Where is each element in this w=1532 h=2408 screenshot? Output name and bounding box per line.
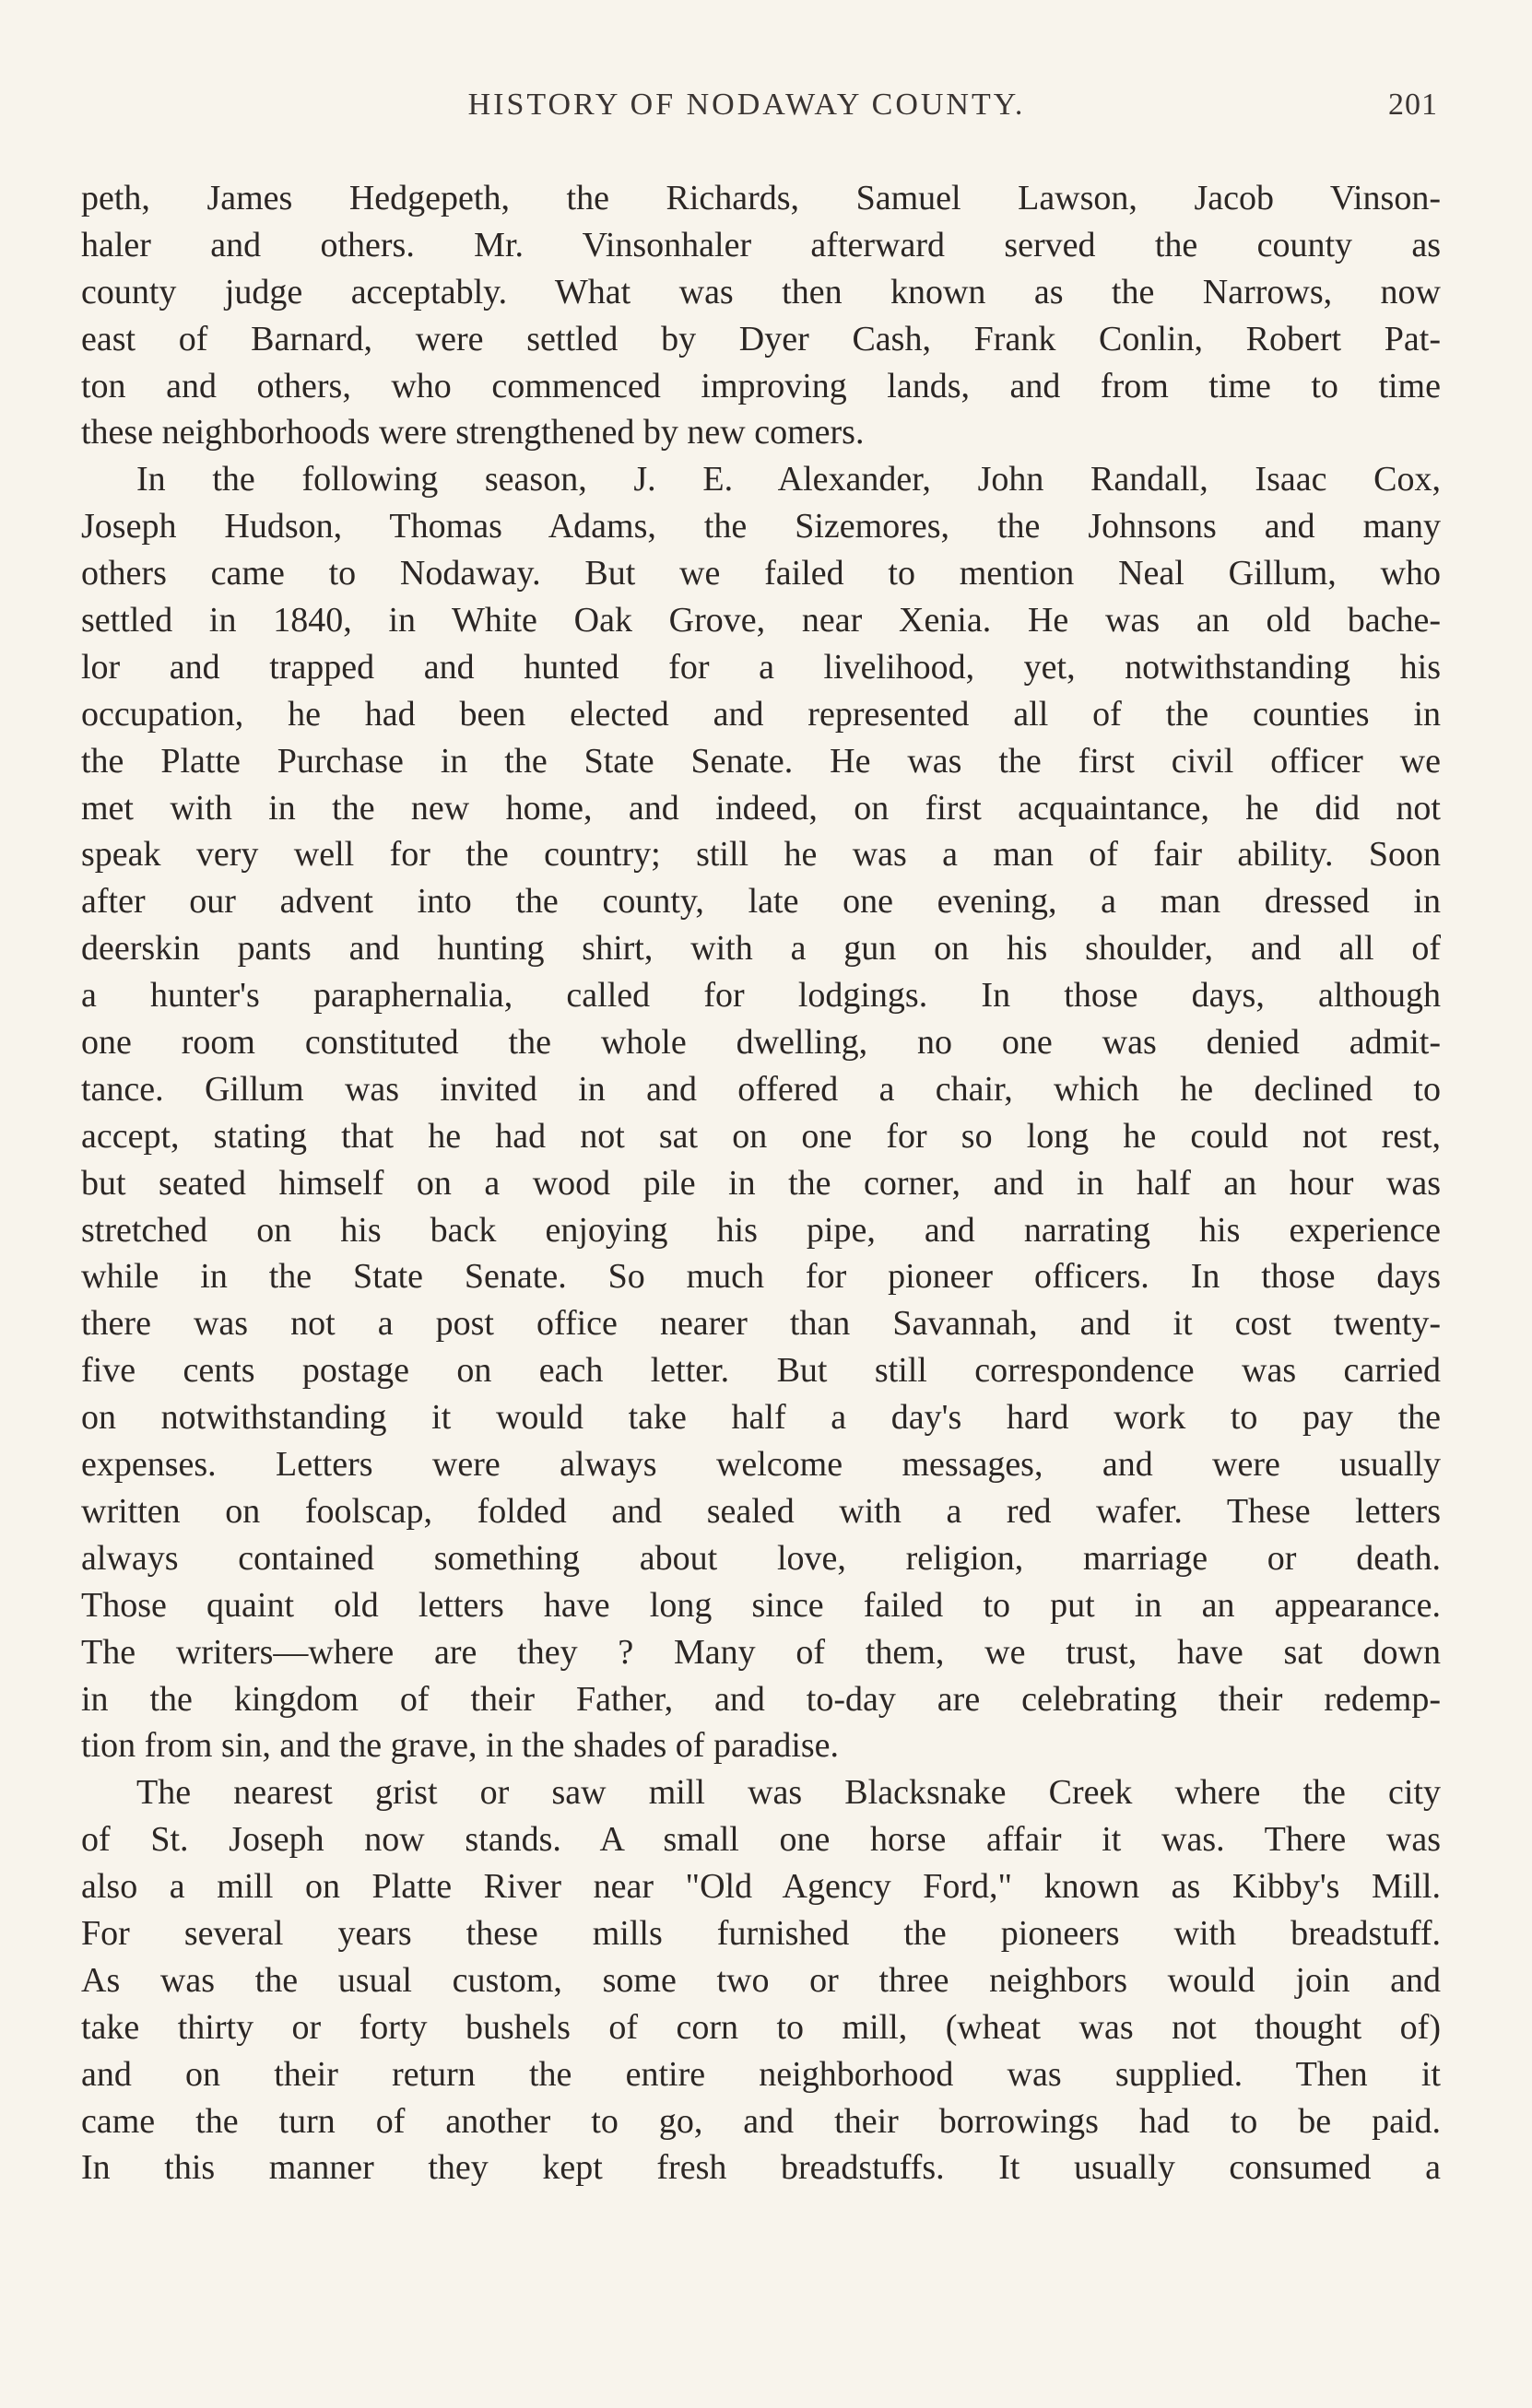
text-line: after our advent into the county, late one evening, a man dressed in: [81, 882, 1441, 922]
text-line: settled in 1840, in White Oak Grove, near Xenia. He was an old bache-: [81, 601, 1441, 640]
text-line: tance. Gillum was invited in and offered a chair, which he declined to: [81, 1069, 1441, 1109]
text-line: tion from sin, and the grave, in the shades of paradise.: [81, 1726, 840, 1766]
text-line: accept, stating that he had not sat on one for so long he could not rest,: [81, 1116, 1441, 1156]
text-line: stretched on his back enjoying his pipe, and narrating his experience: [81, 1210, 1441, 1250]
text-line: a hunter's paraphernalia, called for lodgings. In those days, although: [81, 976, 1441, 1016]
text-line: Those quaint old letters have long since failed to put in an appearance.: [81, 1585, 1441, 1625]
text-line: In this manner they kept fresh breadstuffs. It usually consumed a: [81, 2148, 1441, 2188]
text-line: The nearest grist or saw mill was Blacksnake Creek where the city: [136, 1773, 1441, 1813]
text-line: there was not a post office nearer than Savannah, and it cost twenty-: [81, 1304, 1441, 1344]
text-line: others came to Nodaway. But we failed to mention Neal Gillum, who: [81, 554, 1441, 593]
text-line: ton and others, who commenced improving lands, and from time to time: [81, 366, 1441, 405]
text-line: In the following season, J. E. Alexander, John Randall, Isaac Cox,: [136, 460, 1441, 499]
text-line: take thirty or forty bushels of corn to mill, (wheat was not thought of): [81, 2007, 1441, 2047]
page-number: 201: [1388, 88, 1438, 122]
text-line: in the kingdom of their Father, and to-day are celebrating their redemp-: [81, 1679, 1441, 1719]
text-line: came the turn of another to go, and their borrowings had to be paid.: [81, 2101, 1441, 2141]
text-line: speak very well for the country; still he was a man of fair ability. Soon: [81, 835, 1441, 875]
text-line: but seated himself on a wood pile in the corner, and in half an hour was: [81, 1163, 1441, 1203]
text-line: always contained something about love, religion, marriage or death.: [81, 1538, 1441, 1578]
text-line: east of Barnard, were settled by Dyer Cash, Frank Conlin, Robert Pat-: [81, 319, 1441, 358]
text-line: Joseph Hudson, Thomas Adams, the Sizemores, the Johnsons and many: [81, 507, 1441, 546]
text-line: The writers—where are they ? Many of them, we trust, have sat down: [81, 1632, 1441, 1672]
text-line: As was the usual custom, some two or three neighbors would join and: [81, 1960, 1441, 2000]
text-line: county judge acceptably. What was then known as the Narrows, now: [81, 272, 1441, 311]
text-line: written on foolscap, folded and sealed with a red wafer. These letters: [81, 1491, 1441, 1531]
text-line: expenses. Letters were always welcome messages, and were usually: [81, 1445, 1441, 1485]
text-line: one room constituted the whole dwelling, no one was denied admit-: [81, 1023, 1441, 1063]
text-line: deerskin pants and hunting shirt, with a gun on his shoulder, and all of: [81, 929, 1441, 969]
text-line: peth, James Hedgepeth, the Richards, Samuel Lawson, Jacob Vinson-: [81, 179, 1441, 217]
text-line: on notwithstanding it would take half a day's hard work to pay the: [81, 1398, 1441, 1438]
text-line: also a mill on Platte River near "Old Agency Ford," known as Kibby's Mill.: [81, 1867, 1441, 1907]
text-line: and on their return the entire neighborhood was supplied. Then it: [81, 2054, 1441, 2094]
text-line: occupation, he had been elected and represented all of the counties in: [81, 694, 1441, 734]
text-line: met with in the new home, and indeed, on first acquaintance, he did not: [81, 788, 1441, 828]
text-line: of St. Joseph now stands. A small one horse affair it was. There was: [81, 1820, 1441, 1860]
text-line: the Platte Purchase in the State Senate. He was the first civil officer we: [81, 741, 1441, 781]
text-line: these neighborhoods were strengthened by new comers.: [81, 413, 865, 452]
text-line: five cents postage on each letter. But still correspondence was carried: [81, 1351, 1441, 1391]
body-text: [81, 175, 1441, 2191]
text-line: haler and others. Mr. Vinsonhaler afterward served the county as: [81, 225, 1441, 264]
running-head: HISTORY OF NODAWAY COUNTY.: [467, 88, 1026, 122]
text-line: while in the State Senate. So much for pioneer officers. In those days: [81, 1257, 1441, 1297]
text-line: For several years these mills furnished the pioneers with breadstuff.: [81, 1913, 1441, 1953]
text-line: lor and trapped and hunted for a livelihood, yet, notwithstanding his: [81, 647, 1441, 687]
